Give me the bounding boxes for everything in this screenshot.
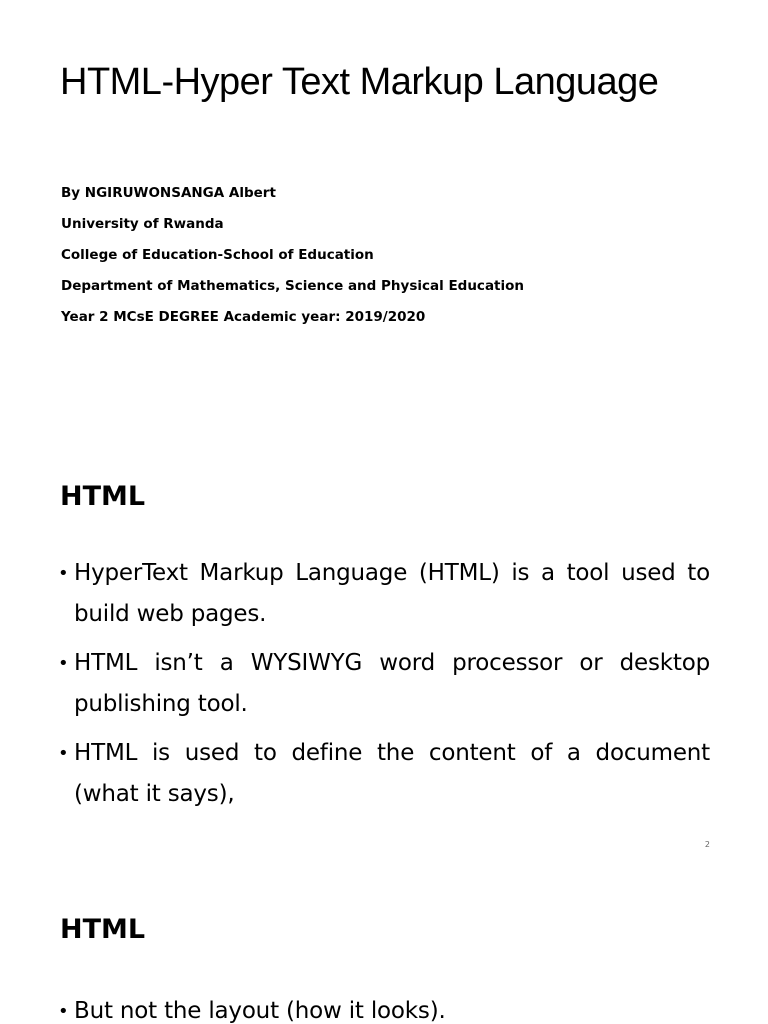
bullet-text: HyperText Markup Language (HTML) is a tool used to build web pages. bbox=[74, 560, 710, 627]
title-slide bbox=[0, 0, 768, 400]
university-line: University of Rwanda bbox=[61, 216, 224, 232]
section-heading: HTML bbox=[60, 481, 146, 512]
bullet-icon: • bbox=[58, 563, 69, 584]
college-line: College of Education-School of Education bbox=[61, 247, 374, 263]
slide-page-number: 2 bbox=[704, 840, 710, 849]
bullet-list bbox=[58, 991, 710, 1024]
html-intro-slide bbox=[0, 440, 768, 870]
section-heading: HTML bbox=[60, 914, 146, 945]
bullet-text: But not the layout (how it looks). bbox=[74, 998, 446, 1024]
bullet-text: HTML isn’t a WYSIWYG word processor or desktop publishing tool. bbox=[74, 650, 710, 717]
department-line: Department of Mathematics, Science and Physical Education bbox=[61, 278, 525, 294]
author-info-list bbox=[61, 178, 524, 333]
page-title: HTML-Hyper Text Markup Language bbox=[60, 61, 659, 103]
academic-year-line: Year 2 MCsE DEGREE Academic year: 2019/2020 bbox=[61, 309, 426, 325]
author-line: By NGIRUWONSANGA Albert bbox=[61, 185, 276, 201]
bullet-icon: • bbox=[58, 653, 69, 674]
bullet-icon: • bbox=[58, 743, 69, 764]
bullet-text: HTML is used to define the content of a document (what it says), bbox=[74, 740, 710, 807]
bullet-list bbox=[58, 553, 710, 823]
list-item bbox=[58, 733, 710, 815]
list-item bbox=[58, 553, 710, 635]
html-layout-slide bbox=[0, 880, 768, 1024]
bullet-icon: • bbox=[58, 1001, 69, 1022]
list-item bbox=[58, 991, 710, 1024]
list-item bbox=[58, 643, 710, 725]
